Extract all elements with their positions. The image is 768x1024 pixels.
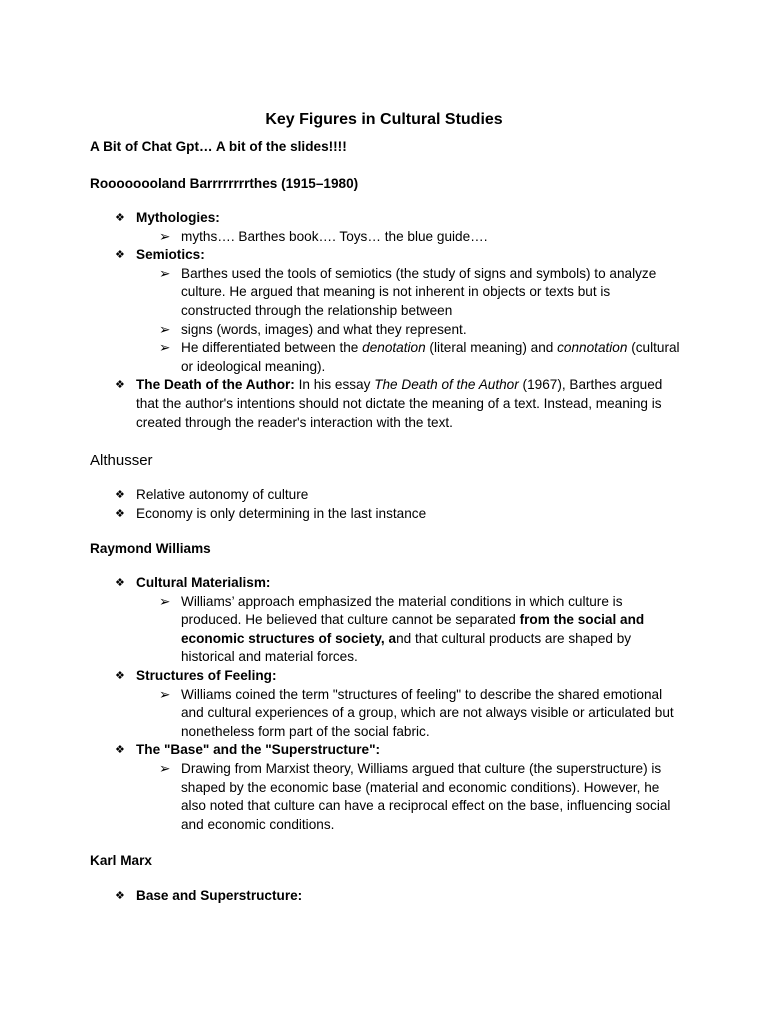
- marx-section: [0, 887, 768, 906]
- cultural-materialism-bullet: ❖ Cultural Materialism:: [136, 574, 676, 593]
- text-run: (literal meaning) and: [425, 340, 558, 356]
- marx-heading: Karl Marx: [90, 853, 152, 868]
- essay-title: The Death of the Author: [374, 377, 519, 393]
- althusser-heading: Althusser: [90, 452, 153, 469]
- barthes-section: [0, 209, 768, 432]
- williams-section: [0, 574, 768, 834]
- semiotics-item-1: ➢ Barthes used the tools of semiotics (the study of signs and symbols) to analyze culture. He argued that meaning is not inherent in objects or texts but is constructed through the relationship between: [181, 265, 681, 321]
- structures-of-feeling-item: ➢ Williams coined the term "structures of feeling" to describe the shared emotional and cultural experiences of a group, which are not always visible or articulated but nonetheless form part of the social fabric.: [181, 686, 681, 742]
- base-superstructure-item: ➢ Drawing from Marxist theory, Williams argued that culture (the superstructure) is shaped by the economic base (material and economic conditions). However, he also noted that culture can have a reciprocal effect on the base, influencing social and economic conditions.: [181, 760, 681, 834]
- semiotics-item-3: [181, 339, 681, 376]
- text-run: (cultural or ideological meaning).: [181, 340, 680, 374]
- mythologies-bullet: ❖ Mythologies:: [136, 209, 676, 228]
- cultural-materialism-item: [181, 593, 681, 667]
- semiotics-item-2: ➢ signs (words, images) and what they represent.: [181, 321, 681, 340]
- page-title: Key Figures in Cultural Studies: [265, 111, 503, 128]
- text-run: In his essay: [294, 377, 375, 393]
- althusser-section: [0, 486, 768, 523]
- althusser-item-2: ❖ Economy is only determining in the last instance: [136, 505, 676, 524]
- text-run: He differentiated between the: [181, 340, 363, 356]
- althusser-item-1: ❖ Relative autonomy of culture: [136, 486, 676, 505]
- connotation-term: connotation: [557, 340, 628, 356]
- mythologies-item: ➢ myths…. Barthes book…. Toys… the blue guide….: [181, 228, 681, 247]
- death-of-author-bullet: [136, 376, 676, 432]
- williams-heading: Raymond Williams: [90, 541, 211, 556]
- semiotics-bullet: ❖ Semiotics:: [136, 246, 676, 265]
- text-run: (1967), Barthes argued that the author's intentions should not dictate the meaning of a text. Instead, meaning is created through the reader's interaction with the text.: [136, 377, 663, 430]
- marx-bullet: ❖ Base and Superstructure:: [136, 887, 676, 906]
- death-of-author-label: The Death of the Author:: [136, 377, 295, 393]
- denotation-term: denotation: [362, 340, 426, 356]
- barthes-heading: Roooooooland Barrrrrrrrthes (1915–1980): [90, 176, 359, 191]
- structures-of-feeling-bullet: ❖ Structures of Feeling:: [136, 667, 676, 686]
- text-run: Williams’ approach emphasized the material conditions in which culture is produced. He believed that culture cannot be separated: [181, 593, 623, 628]
- subtitle: A Bit of Chat Gpt… A bit of the slides!!!!: [90, 139, 347, 154]
- base-superstructure-bullet: ❖ The "Base" and the "Superstructure":: [136, 741, 676, 760]
- bold-phrase: from the social and economic structures of society, a: [181, 612, 645, 646]
- text-run: nd that cultural products are shaped by historical and material forces.: [181, 630, 632, 665]
